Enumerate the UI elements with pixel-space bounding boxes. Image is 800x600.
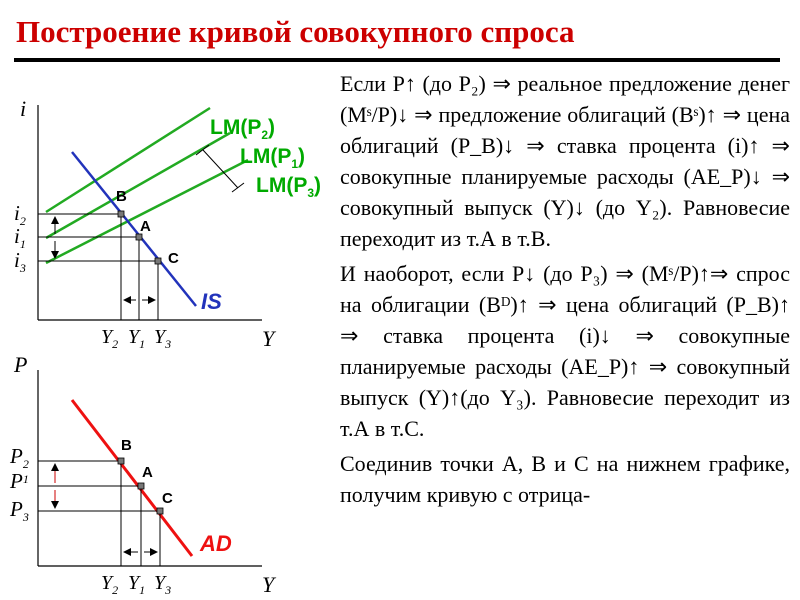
upper-y-axis-label: i — [20, 96, 27, 121]
ad-curve — [72, 400, 192, 556]
lower-output-label-y1: $Y_1$ — [128, 572, 146, 597]
price-label-p2: $P_2$ — [10, 444, 29, 471]
upper-x-axis-label: Y — [262, 326, 275, 351]
lower-y-axis-label: P — [14, 352, 28, 377]
upper-point-c-label: C — [168, 250, 179, 267]
lower-point-c-label: C — [162, 490, 173, 507]
explanation-text — [340, 68, 790, 514]
lm-p2-curve — [46, 108, 210, 212]
ad-curve-label: AD — [200, 531, 232, 556]
paragraph-conclusion: Соединив точки А, В и С на нижнем графике, получим кривую с отрица- — [340, 451, 790, 507]
lower-point-a-label: A — [142, 464, 153, 481]
upper-output-label-y2: $Y_2$ — [101, 326, 119, 351]
lower-point-b — [118, 458, 124, 464]
lower-point-c — [157, 508, 163, 514]
price-label-p3: $P_3$ — [10, 497, 29, 524]
is-curve — [72, 152, 196, 306]
paragraph-price-fall: И наоборот, если P↓ (до P₃) ⇒ (Mˢ/P)↑⇒ спрос на облигации (Bᴰ)↑ ⇒ цена облигаций (P_B)↑ ⇒ ставка процента (i)↓ ⇒ совокупные планируемые расходы (AE_P)↑ ⇒ совокупный выпуск (Y)↑(до Y₃). Равновесие переходит из т.А в т.С. — [340, 261, 790, 441]
price-label-p1: $P^1$ — [10, 469, 29, 493]
lm-p1-curve — [46, 133, 230, 238]
upper-point-a-label: A — [140, 218, 151, 235]
lm-p3-curve — [46, 160, 248, 263]
rate-label-i2: $i_2$ — [14, 201, 26, 228]
rate-label-i1: $i_1$ — [14, 224, 26, 251]
upper-output-label-y3: $Y_3$ — [154, 326, 172, 351]
page-title: Построение кривой совокупного спроса — [16, 14, 575, 49]
upper-point-c — [155, 258, 161, 264]
upper-point-b-label: B — [116, 188, 127, 205]
rate-label-i3: $i_3$ — [14, 248, 26, 275]
is-curve-label: IS — [201, 289, 222, 314]
lower-output-label-y3: $Y_3$ — [154, 572, 172, 597]
lower-output-label-y2: $Y_2$ — [101, 572, 119, 597]
lm-p2-label: $LM(P_2)$ — [210, 116, 276, 142]
lm-shift-tick-b — [232, 183, 244, 192]
lm-p3-label: $LM(P_3)$ — [256, 174, 322, 200]
upper-point-b — [118, 211, 124, 217]
lower-point-b-label: B — [121, 437, 132, 454]
lower-point-a — [138, 483, 144, 489]
paragraph-price-rise: Если P↑ (до P₂) ⇒ реальное предложение денег (Mˢ/P)↓ ⇒ предложение облигаций (Bˢ)↑ ⇒ цена облигаций (P_B)↓ ⇒ ставка процента (i)↑ ⇒ совокупные планируемые расходы (AE_P)↓ ⇒ совокупный выпуск (Y)↓ (до Y₂). Равновесие переходит из т.А в т.В. — [340, 71, 790, 251]
lm-p1-label: $LM(P_1)$ — [240, 145, 306, 171]
lower-x-axis-label: Y — [262, 572, 275, 597]
upper-output-label-y1: $Y_1$ — [128, 326, 146, 351]
